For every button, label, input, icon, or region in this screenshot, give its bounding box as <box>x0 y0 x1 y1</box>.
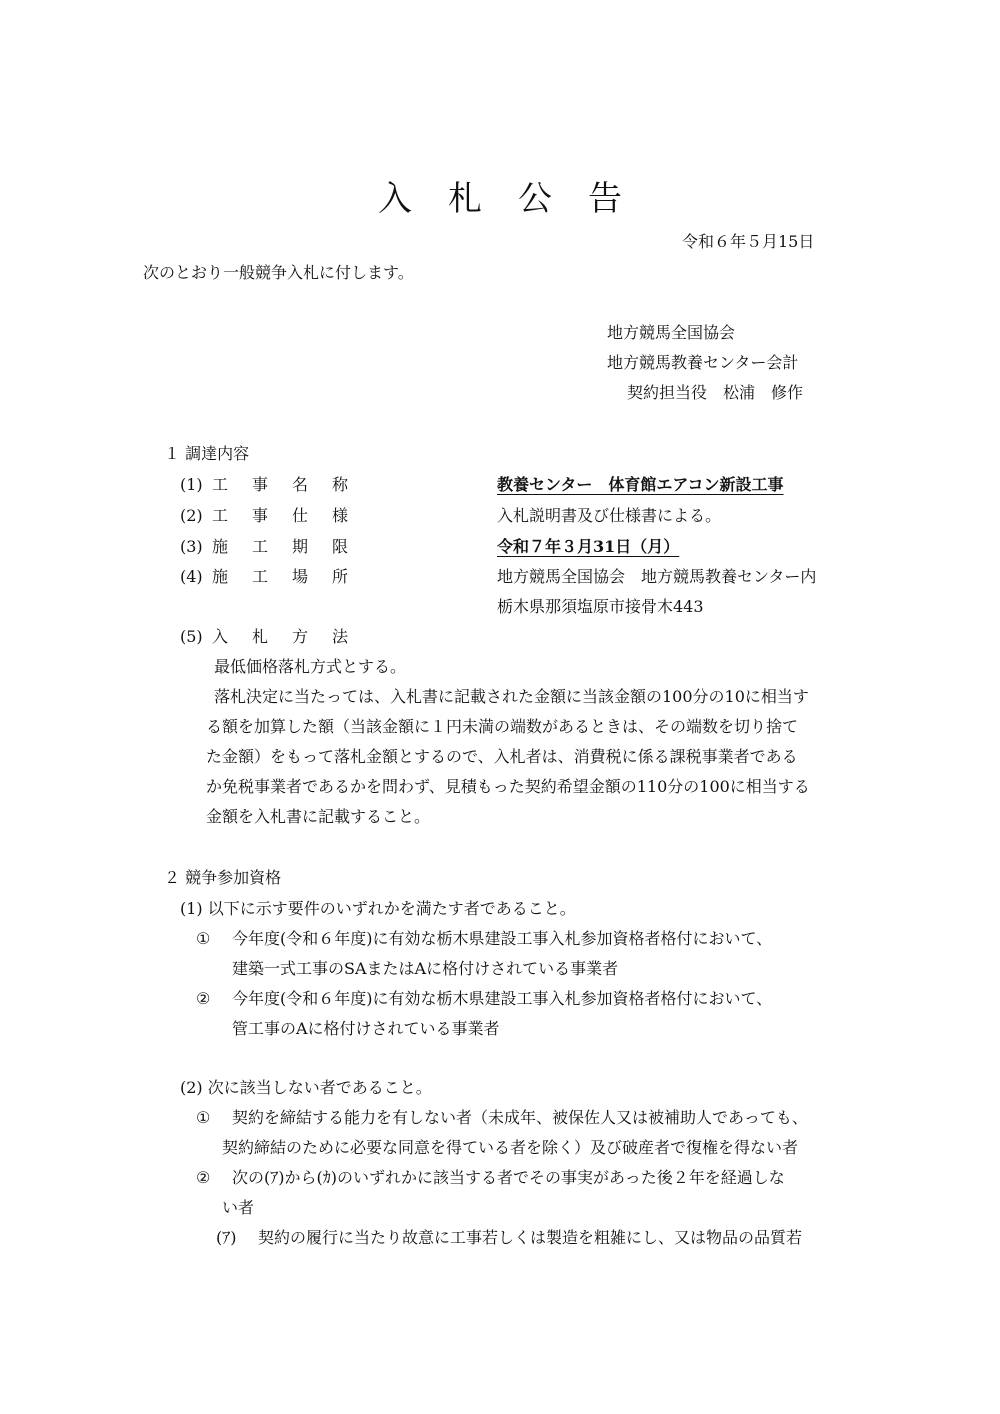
title-char: 公 <box>518 179 552 219</box>
bid-method-para-line: か免税事業者であるかを問わず、見積もった契約希望金額の110分の100に相当する <box>206 777 810 796</box>
construction-spec: 入札説明書及び仕様書による。 <box>497 506 722 525</box>
label-char: 仕 <box>292 506 309 525</box>
label-char: 所 <box>332 567 349 586</box>
qualification-sub2: (2) 次に該当しない者であること。 <box>180 1078 432 1097</box>
list-mark: ① <box>196 929 211 948</box>
item-label <box>212 477 372 493</box>
issuer-unit: 地方競馬教養センター会計 <box>607 353 799 372</box>
construction-address: 栃木県那須塩原市接骨木443 <box>497 597 704 616</box>
list-mark: ② <box>196 1168 211 1187</box>
label-char: 工 <box>212 475 229 494</box>
label-char: 称 <box>332 475 349 494</box>
bid-method-para-line: た金額）をもって落札金額とするので、入札者は、消費税に係る課税事業者である <box>206 747 798 766</box>
exclusion-item-line: 契約を締結する能力を有しない者（未成年、被保佐人又は被補助人であっても、 <box>232 1108 808 1127</box>
label-char: 入 <box>212 627 229 646</box>
label-char: 限 <box>332 537 349 556</box>
qualification-item-line: 建築一式工事のSAまたはAに格付けされている事業者 <box>232 959 619 978</box>
label-char: 期 <box>292 537 309 556</box>
exclusion-item-line: 次の(ｱ)から(ｶ)のいずれかに該当する者でその事実があった後２年を経過しな <box>232 1168 785 1187</box>
label-char: 工 <box>252 537 269 556</box>
construction-name: 教養センター 体育館エアコン新設工事 <box>497 475 784 494</box>
item-num: (3) <box>180 537 203 556</box>
intro-text: 次のとおり一般競争入札に付します。 <box>143 263 414 282</box>
label-char: 方 <box>292 627 309 646</box>
document-title <box>0 179 1000 219</box>
item-num: (1) <box>180 475 203 494</box>
construction-location: 地方競馬全国協会 地方競馬教養センター内 <box>497 567 817 586</box>
label-char: 札 <box>252 627 269 646</box>
exclusion-subitem-line: 契約の履行に当たり故意に工事若しくは製造を粗雑にし、又は物品の品質若 <box>258 1228 803 1247</box>
construction-deadline: 令和７年３月31日（月） <box>497 537 680 556</box>
label-char: 事 <box>252 506 269 525</box>
item-label <box>212 629 372 645</box>
exclusion-item-line: い者 <box>222 1198 255 1217</box>
item-label <box>212 569 372 585</box>
label-char: 様 <box>332 506 349 525</box>
title-char: 入 <box>378 179 412 219</box>
title-char: 札 <box>448 179 482 219</box>
title-char: 告 <box>588 179 622 219</box>
notice-date: 令和６年５月15日 <box>682 232 815 251</box>
label-char: 名 <box>292 475 309 494</box>
qualification-item-line: 管工事のAに格付けされている事業者 <box>232 1019 500 1038</box>
exclusion-item-line: 契約締結のために必要な同意を得ている者を除く）及び破産者で復権を得ない者 <box>222 1138 799 1157</box>
bid-method-para-line: 金額を入札書に記載すること。 <box>206 807 431 826</box>
item-num: (5) <box>180 627 203 646</box>
issuer-officer: 契約担当役 松浦 修作 <box>627 383 804 402</box>
label-char: 工 <box>252 567 269 586</box>
label-char: 施 <box>212 567 229 586</box>
item-label <box>212 539 372 555</box>
item-num: (4) <box>180 567 203 586</box>
list-mark: ② <box>196 989 211 1008</box>
label-char: 工 <box>212 506 229 525</box>
item-num: (2) <box>180 506 203 525</box>
list-mark: ① <box>196 1108 211 1127</box>
bid-method: 最低価格落札方式とする。 <box>214 657 407 676</box>
bid-method-para-line: る額を加算した額（当該金額に１円未満の端数があるときは、その端数を切り捨て <box>206 717 799 736</box>
bid-method-para-line: 落札決定に当たっては、入札書に記載された金額に当該金額の100分の10に相当す <box>214 687 809 706</box>
label-char: 法 <box>332 627 349 646</box>
section2-heading: ２ 競争参加資格 <box>164 868 282 887</box>
section1-heading: １ 調達内容 <box>164 444 250 463</box>
list-mark: (ｱ) <box>216 1228 237 1247</box>
item-label <box>212 508 372 524</box>
qualification-item-line: 今年度(令和６年度)に有効な栃木県建設工事入札参加資格者格付において、 <box>232 989 773 1008</box>
issuer-org: 地方競馬全国協会 <box>607 323 736 342</box>
qualification-sub1: (1) 以下に示す要件のいずれかを満たす者であること。 <box>180 899 576 918</box>
qualification-item-line: 今年度(令和６年度)に有効な栃木県建設工事入札参加資格者格付において、 <box>232 929 773 948</box>
label-char: 場 <box>292 567 309 586</box>
label-char: 施 <box>212 537 229 556</box>
label-char: 事 <box>252 475 269 494</box>
